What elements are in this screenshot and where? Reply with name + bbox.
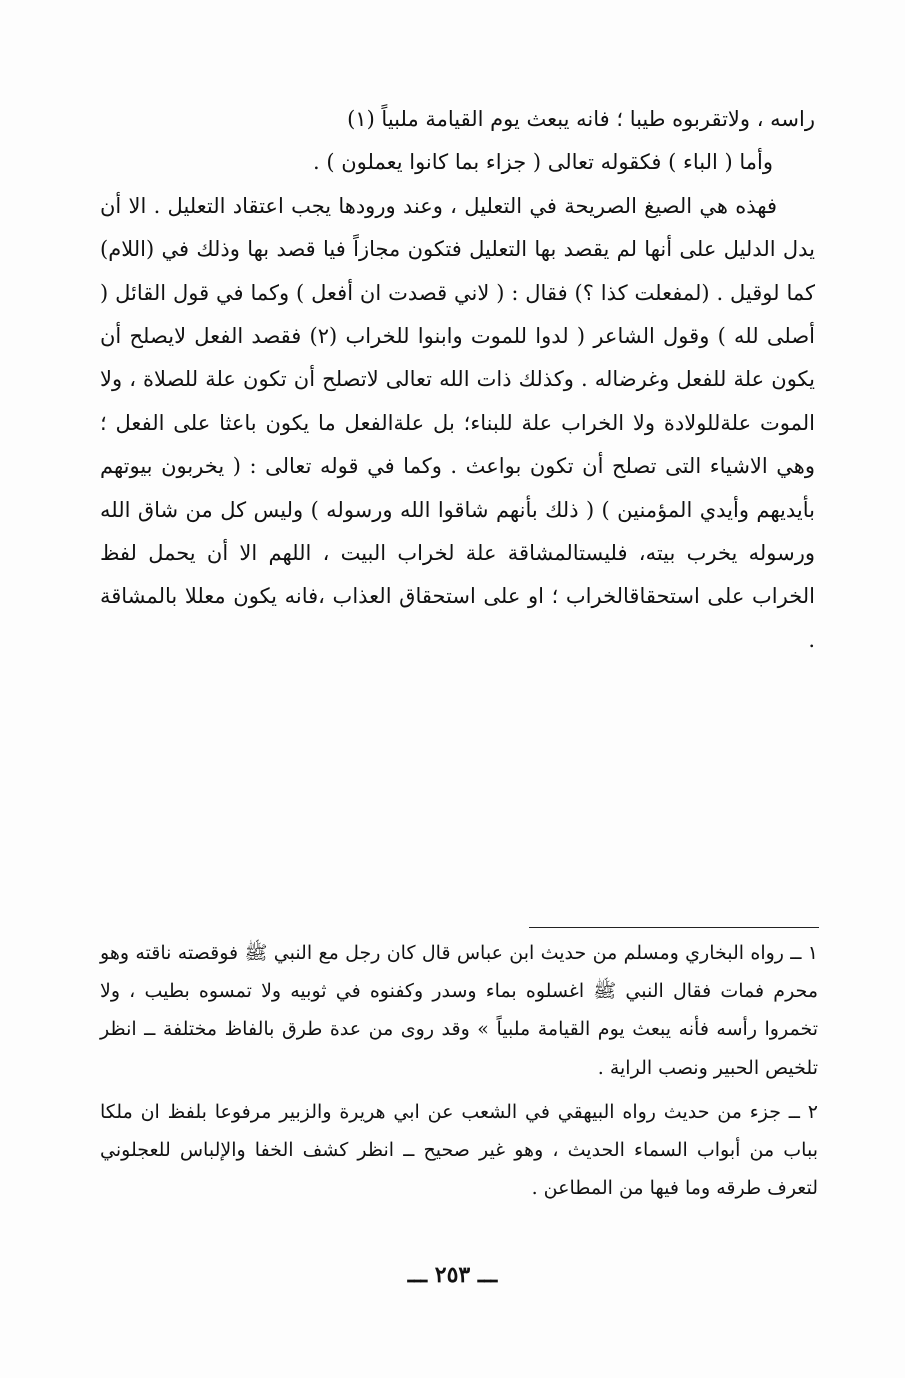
main-text-line-1: راسه ، ولاتقربوه طيبا ؛ فانه يبعث يوم القيامة ملبياً (١) <box>347 107 815 131</box>
footnote-separator <box>529 927 819 928</box>
footnote-1: ١ ــ رواه البخاري ومسلم من حديث ابن عباس قال كان رجل مع النبي ﷺ فوقصته ناقته وهو محرم فمات فقال النبي ﷺ اغسلوه بماء وسدر وكفنوه في ثوبيه ولا تمسوه بطيب ، ولا تخمروا رأسه فأنه يبعث يوم القيامة ملبياً » وقد روى من عدة طرق بالفاظ مختلفة ــ انظر تلخيص الحبير ونصب الراية . <box>100 942 818 1079</box>
footnote-2: ٢ ــ جزء من حديث رواه البيهقي في الشعب عن ابي هريرة والزبير مرفوعا بلفظ ان ملكا بباب من أبواب السماء الحديث ، وهو غير صحيح ــ انظر كشف الخفا والإلباس للعجلوني لتعرف طرقه وما فيها من المطاعن . <box>100 1100 818 1200</box>
main-text-paragraph: فهذه هي الصيغ الصريحة في التعليل ، وعند ورودها يجب اعتقاد التعليل . الا أن يدل الدليل على أنها لم يقصد بها التعليل فتكون مجازاً فيا قصد بها وذلك في (اللام) كما لوقيل . (لمفعلت كذا ؟) فقال : ( لاني قصدت ان أفعل ) وكما في قول القائل ( أصلى لله ) وقول الشاعر ( لدوا للموت وابنوا للخراب (٢) فقصد الفعل لايصلح أن يكون علة للفعل وغرضاله . وكذلك ذات الله تعالى لاتصلح أن تكون علة للصلاة ، ولا الموت علةللولادة ولا الخراب علة للبناء؛ بل علةالفعل ما يكون باعثا على الفعل ؛ وهي الاشياء التى تصلح أن تكون بواعث . وكما في قوله تعالى : ( يخربون بيوتهم بأيديهم وأيدي المؤمنين ) ( ذلك بأنهم شاقوا الله ورسوله ) وليس كل من شاق الله ورسوله يخرب بيته، فليستالمشاقة علة لخراب البيت ، اللهم الا أن يحمل لفظ الخراب على استحقاقالخراب ؛ او على استحقاق العذاب ،فانه يكون معللا بالمشاقة . <box>100 193 815 652</box>
main-text-line-2: وأما ( الباء ) فكقوله تعالى ( جزاء بما كانوا يعملون ) . <box>313 150 773 175</box>
page-number: ـــ ٢٥٣ ـــ <box>407 1262 498 1288</box>
footnotes <box>100 934 818 1213</box>
main-text <box>100 98 815 662</box>
